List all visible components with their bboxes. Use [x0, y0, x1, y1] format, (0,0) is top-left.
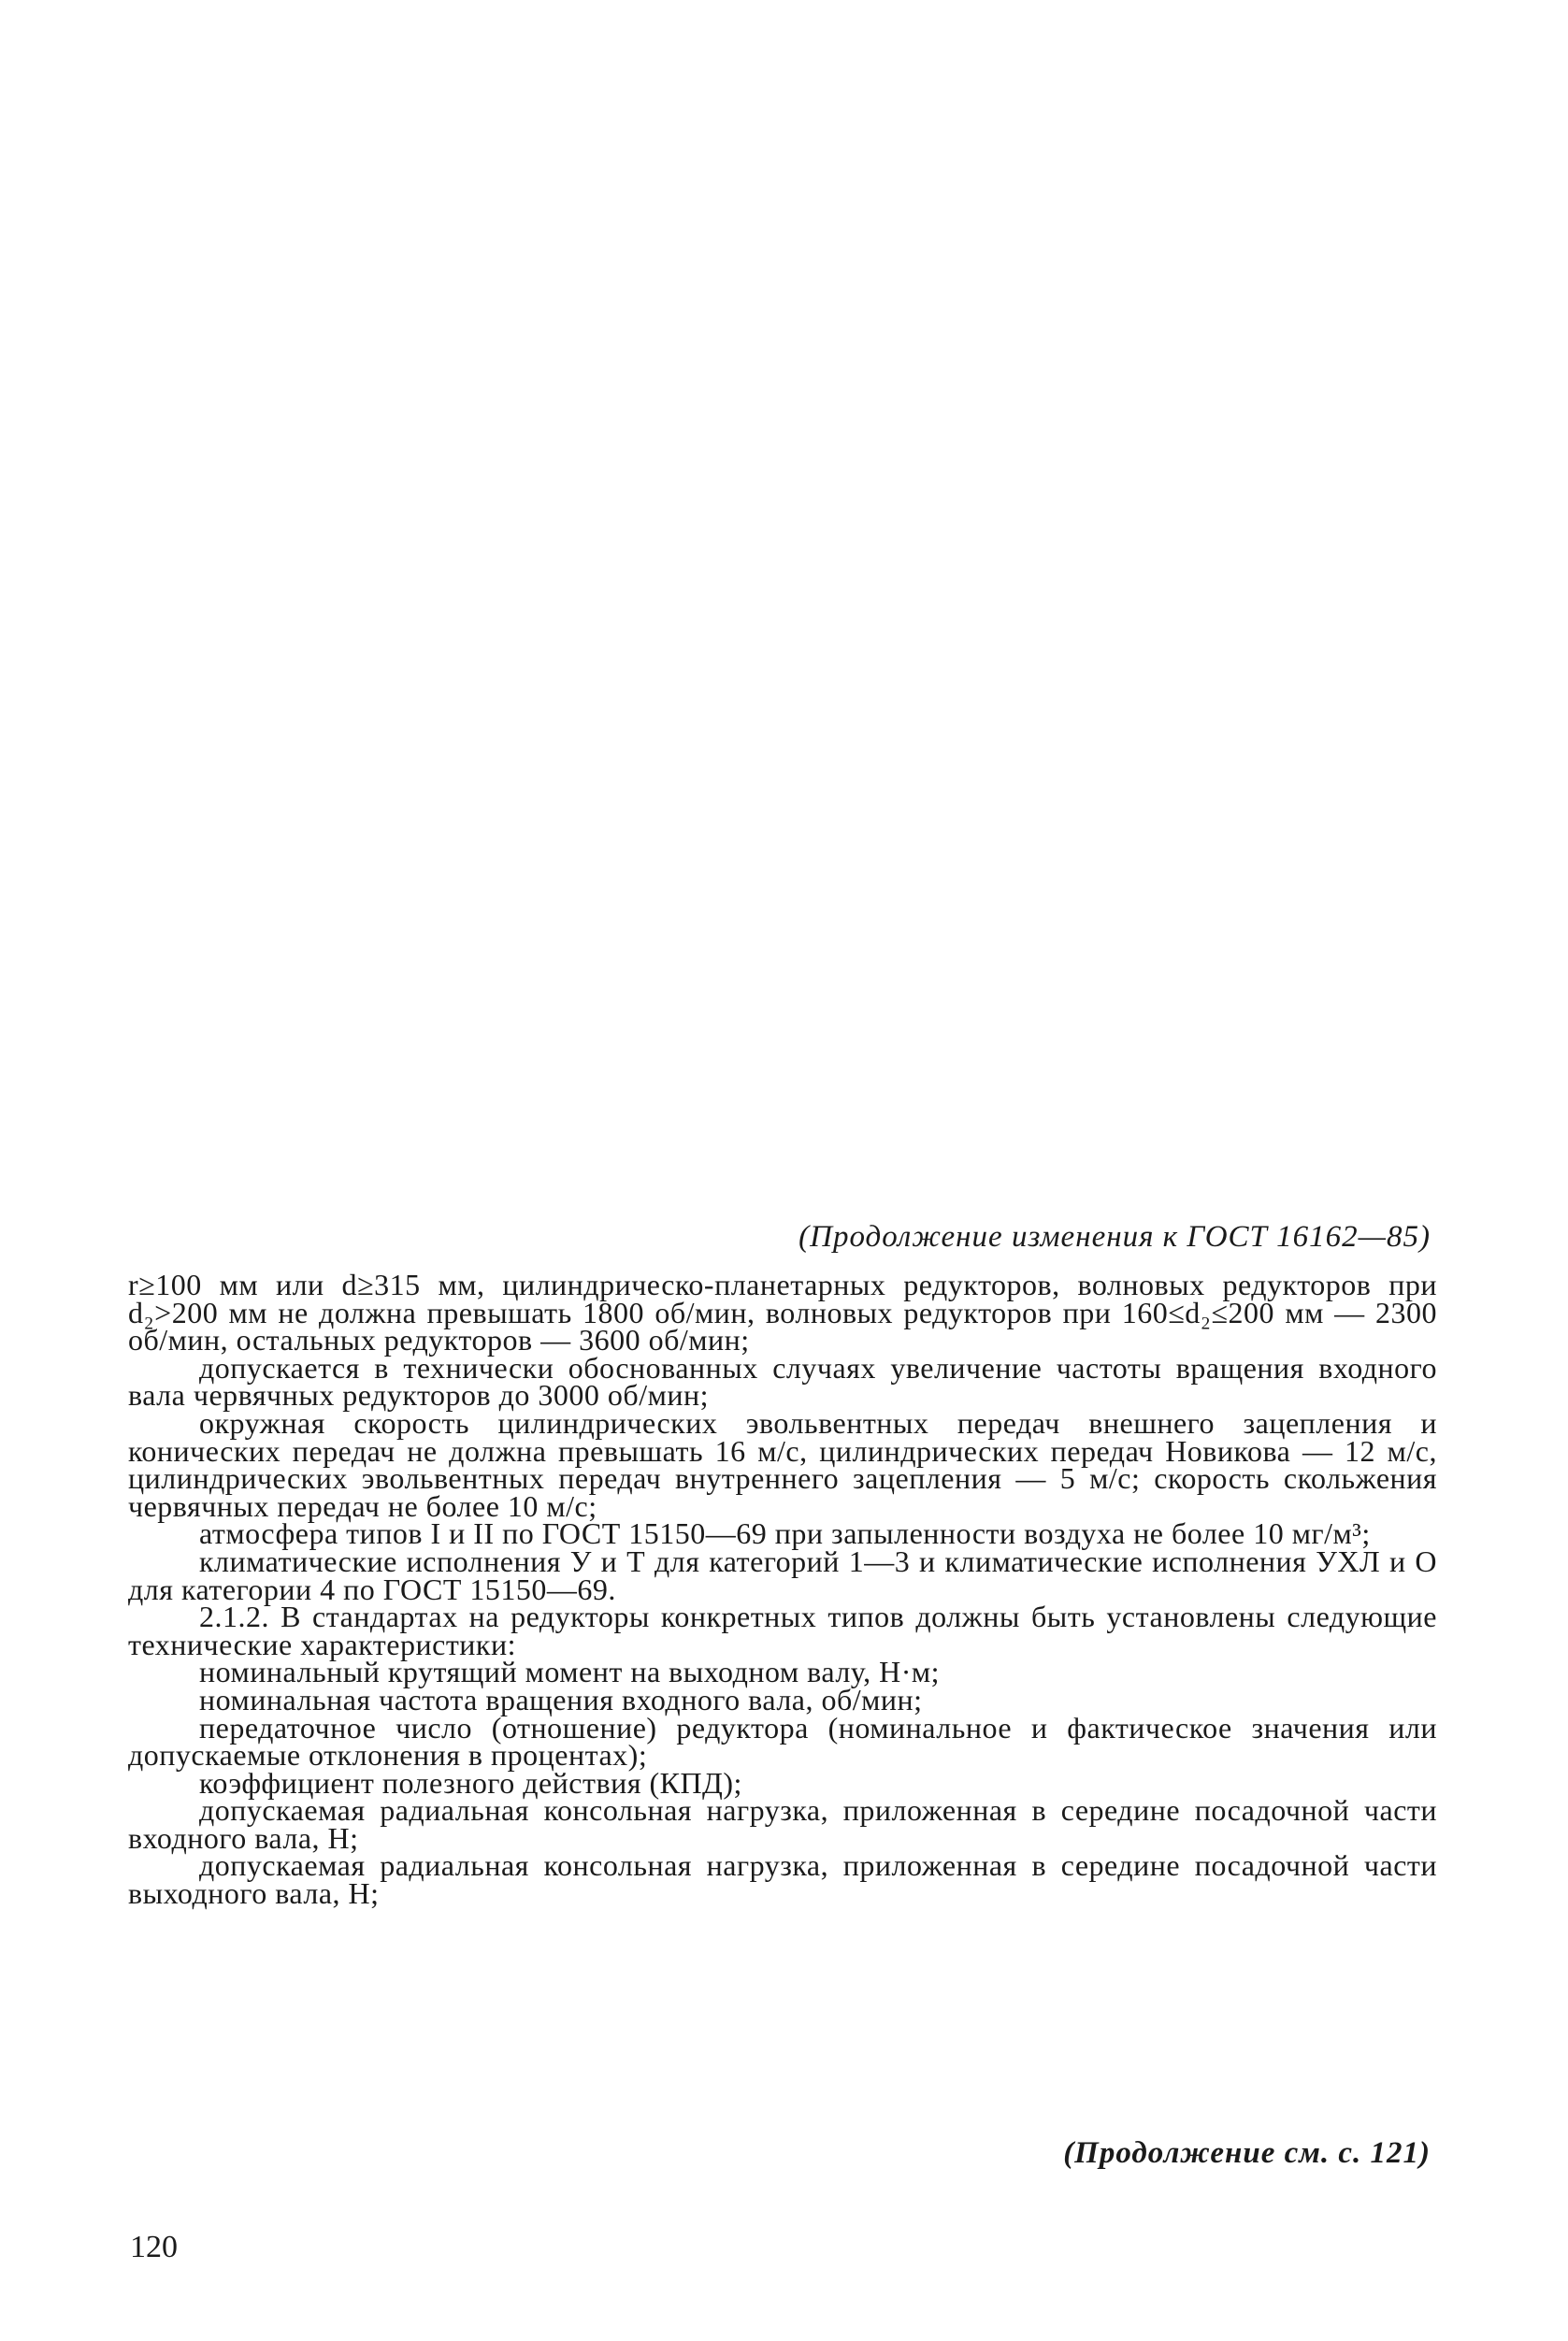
page-number: 120: [130, 2230, 178, 2264]
list-item: номинальная частота вращения входного вала, об/мин;: [199, 1682, 923, 1716]
continuation-header: (Продолжение изменения к ГОСТ 16162—85): [798, 1220, 1431, 1254]
section-paragraph: 2.1.2. В стандартах на редукторы конкретных типов должны быть установлены следующие технические характеристики:: [128, 1600, 1437, 1661]
body-text: [128, 1268, 1437, 1911]
list-item: номинальный крутящий момент на выходном валу, Н·м;: [199, 1655, 940, 1689]
paragraph: окружная скорость цилиндрических эвольвентных передач внешнего зацепления и конических передач не должна превышать 16 м/с, цилиндрических передач Новикова — 12 м/с, цилиндрических эвольвентных передач внутреннего зацепления — 5 м/с; скорость скольжения червячных передач не более 10 м/с;: [128, 1405, 1437, 1523]
list-item: допускаемая радиальная консольная нагрузка, приложенная в середине посадочной части выходного вала, Н;: [128, 1848, 1437, 1911]
continuation-footer: (Продолжение см. с. 121): [1063, 2136, 1431, 2170]
paragraph: климатические исполнения У и Т для категорий 1—3 и климатические исполнения УХЛ и О для категории 4 по ГОСТ 15150—69.: [128, 1544, 1437, 1606]
paragraph: допускается в технически обоснованных случаях увеличение частоты вращения входного вала червячных редукторов до 3000 об/мин;: [128, 1350, 1437, 1413]
paragraph: r≥100 мм или d≥315 мм, цилиндрическо-планетарных редукторов, волновых редукторов при d₂>200 мм не должна превышать 1800 об/мин, волновых редукторов при 160≤d₂≤200 мм — 2300 об/мин, остальных редукторов — 3600 об/мин;: [128, 1268, 1437, 1357]
list-item: допускаемая радиальная консольная нагрузка, приложенная в середине посадочной части входного вала, Н;: [128, 1793, 1437, 1855]
paragraph: атмосфера типов I и II по ГОСТ 15150—69 при запыленности воздуха не более 10 мг/м³;: [199, 1516, 1371, 1551]
list-item: передаточное число (отношение) редуктора (номинальное и фактическое значения или допускаемые отклонения в процентах);: [128, 1710, 1437, 1773]
list-item: коэффициент полезного действия (КПД);: [199, 1765, 742, 1800]
